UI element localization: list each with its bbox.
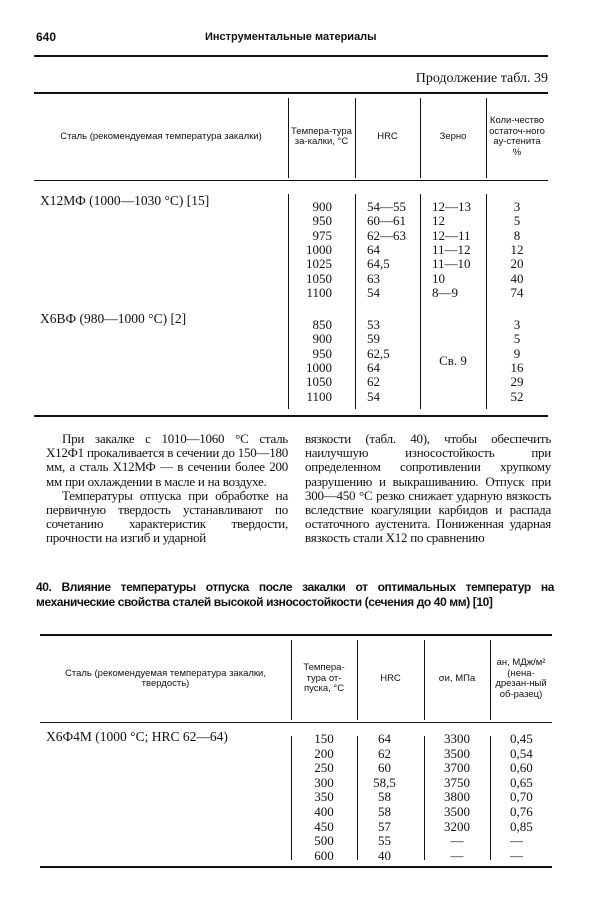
column-divider — [424, 640, 425, 720]
table-cell-austenite: 5 — [513, 331, 521, 347]
table-cell-sigma: 3500 — [444, 804, 470, 819]
table-cell-hrc: 64,5 — [367, 256, 390, 272]
column-header: aн, МДж/м² (нена-дрезан-ный об-разец) — [495, 657, 547, 700]
table-cell-hrc: 58 — [378, 789, 391, 805]
table-cell-sigma: 3750 — [444, 774, 470, 790]
column-divider — [291, 736, 292, 860]
table-cell-hrc: 54 — [367, 284, 380, 300]
table-cell-temp: 1000 — [306, 241, 332, 257]
paragraph: вязкости (табл. 40), чтобы обеспечить наилучшую износостойкость при определенном сопротивлении хрупкому разрушению и выкрашиванию. Отпуск при 300—450 °С резко снижает ударную вязкость вследствие коагуляции карбидов и распада остаточного аустенита. Пониженная ударная вязкость стали Х12 по сравнению — [305, 431, 551, 546]
table-cell-temp: 975 — [312, 227, 332, 243]
table-cell-temp: 950 — [312, 213, 332, 229]
table-cell-temp: 900 — [312, 331, 332, 347]
table-cell-austenite: 3 — [513, 317, 521, 332]
column-header: HRC — [377, 130, 398, 142]
column-divider — [490, 640, 491, 720]
table-cell-temp: 250 — [314, 760, 334, 776]
table-cell-temp: 500 — [314, 833, 334, 849]
column-header: Коли-чество остаточ-ного ау-стенита % — [489, 115, 545, 158]
table-cell-an: 0,60 — [510, 760, 533, 776]
column-header: Темпера-тура за-калки, °С — [291, 125, 352, 147]
column-divider — [355, 98, 356, 178]
table-cell-temp: 350 — [314, 789, 334, 805]
column-header: HRC — [380, 672, 401, 684]
column-divider — [355, 194, 356, 409]
column-divider — [291, 640, 292, 720]
table-cell-temp: 400 — [314, 804, 334, 819]
column-divider — [490, 736, 491, 860]
table-cell-an: 0,70 — [510, 789, 533, 805]
table-cell-austenite: 40 — [510, 270, 524, 286]
column-divider — [288, 98, 289, 178]
table-cell-temp: 950 — [312, 345, 332, 361]
table-cell-an: — — [510, 847, 523, 863]
table-bottom-rule — [40, 866, 552, 868]
table-cell-hrc: 40 — [378, 847, 391, 863]
table-cell-austenite: 16 — [510, 359, 524, 375]
table-cell-austenite: 3 — [513, 199, 521, 214]
column-header: Зерно — [439, 130, 467, 142]
table-cell-austenite: 74 — [510, 284, 524, 300]
table-cell-temp: 200 — [314, 745, 334, 761]
table-cell-temp: 1000 — [306, 359, 332, 375]
table-cell-grain: 12—11 — [432, 227, 471, 243]
table-cell-an: 0,76 — [510, 804, 533, 819]
table-cell-hrc: 54 — [367, 388, 380, 404]
table-cell-hrc: 58,5 — [373, 774, 396, 790]
table-cell-hrc: 57 — [378, 818, 391, 834]
running-title: Инструментальные материалы — [205, 31, 377, 43]
column-header: σи, МПа — [438, 672, 476, 684]
column-divider — [420, 194, 421, 409]
column-header: Сталь (рекомендуемая температура закалки, твердость) — [64, 667, 266, 689]
table-cell-grain: 12—13 — [432, 199, 471, 214]
column-header: Сталь (рекомендуемая температура закалки) — [60, 130, 262, 142]
table-cell-an: — — [510, 833, 523, 849]
table-cell-sigma: 3800 — [444, 789, 470, 805]
table-cell-temp: 450 — [314, 818, 334, 834]
table-cell-hrc: 60 — [378, 760, 391, 776]
table-cell-sigma: 3500 — [444, 745, 470, 761]
header-rule — [34, 55, 548, 57]
table-cell-temp: 900 — [312, 199, 332, 214]
table-cell-hrc: 62 — [378, 745, 391, 761]
table-cell-hrc: 54—55 — [367, 199, 406, 214]
table-cell-hrc: 63 — [367, 270, 380, 286]
table-cell-grain: 12 — [432, 213, 445, 229]
column-divider — [486, 194, 487, 409]
paragraph: При закалке с 1010—1060 °С сталь Х12Ф1 прокаливается в сечении до 150—180 мм, а сталь Х12МФ — в сечении более 200 мм при охлаждении в масле и на воздухе. — [46, 431, 288, 489]
body-text-right-column — [305, 432, 551, 546]
column-divider — [420, 98, 421, 178]
paragraph: Температуры отпуска при обработке на первичную твердость устанавливают по сочетанию характеристик твердости, прочности на изгиб и ударной — [46, 487, 288, 546]
table-cell-hrc: 53 — [367, 317, 380, 332]
table-cell-temp: 1050 — [306, 270, 332, 286]
table-bottom-rule — [34, 415, 548, 417]
table-cell-grain: 10 — [432, 270, 445, 286]
table-cell-temp: 1025 — [306, 256, 332, 272]
table-cell-hrc: 59 — [367, 331, 380, 347]
table-cell-hrc: 60—61 — [367, 213, 406, 229]
table-cell-austenite: 5 — [513, 213, 521, 229]
table-cell-temp: 300 — [314, 774, 334, 790]
steel-grade: Х12МФ (1000—1030 °С) [15] — [40, 193, 210, 208]
column-divider — [424, 736, 425, 860]
table-top-rule — [34, 92, 548, 94]
column-header: Темпера-тура от-пуска, °С — [303, 662, 345, 695]
table-cell-an: 0,65 — [510, 774, 533, 790]
table-cell-hrc: 62—63 — [367, 227, 406, 243]
table-cell-austenite: 20 — [510, 256, 524, 272]
table-cell-austenite: 29 — [510, 374, 524, 390]
table-cell-hrc: 62,5 — [367, 345, 390, 361]
table-cell-grain: 11—12 — [432, 241, 471, 257]
table-cell-temp: 600 — [314, 847, 334, 863]
table-cell-sigma: — — [450, 833, 464, 849]
table-cell-temp: 150 — [314, 731, 334, 746]
table-cell-hrc: 64 — [367, 359, 380, 375]
table-cell-an: 0,54 — [510, 745, 533, 761]
column-divider — [486, 98, 487, 178]
table-cell-hrc: 62 — [367, 374, 380, 390]
table-cell-an: 0,45 — [510, 731, 533, 746]
table-cell-an: 0,85 — [510, 818, 533, 834]
table-cell-grain: 11—10 — [432, 256, 471, 272]
table-cell-temp: 850 — [312, 317, 332, 332]
table-cell-sigma: 3300 — [444, 731, 470, 746]
table-cell-austenite: 9 — [513, 345, 521, 361]
table-cell-austenite: 52 — [510, 388, 524, 404]
table-cell-temp: 1100 — [306, 388, 332, 404]
table-cell-sigma: 3200 — [444, 818, 470, 834]
table-cell-temp: 1050 — [306, 374, 332, 390]
table-cell-hrc: 64 — [367, 241, 380, 257]
column-divider — [357, 640, 358, 720]
page-number: 640 — [36, 30, 57, 44]
steel-grade: Х6ВФ (980—1000 °С) [2] — [40, 311, 187, 326]
table-cell-hrc: 64 — [378, 731, 391, 746]
table-cell-austenite: 12 — [510, 241, 524, 257]
table-cell-sigma: — — [450, 847, 464, 863]
table-header-rule — [40, 722, 552, 723]
table-cell-austenite: 8 — [513, 227, 521, 243]
table-top-rule — [40, 634, 552, 636]
table-cell-hrc: 55 — [378, 833, 391, 849]
table-cell-temp: 1100 — [306, 284, 332, 300]
steel-grade: Х6Ф4М (1000 °С; HRC 62—64) — [46, 729, 228, 744]
table-40-caption: 40. Влияние температуры отпуска после закалки от оптимальных температур на механические свойства сталей высокой износостойкости (сечения до 40 мм) [10] — [36, 580, 554, 609]
table-cell-grain: 8—9 — [432, 284, 458, 300]
body-text-left-column — [46, 432, 288, 546]
table-cell-hrc: 58 — [378, 804, 391, 819]
table-header-rule — [34, 180, 548, 181]
table-cell-sigma: 3700 — [444, 760, 470, 776]
table-cell-grain: Св. 9 — [439, 352, 467, 368]
table-continuation-label: Продолжение табл. 39 — [415, 71, 548, 86]
